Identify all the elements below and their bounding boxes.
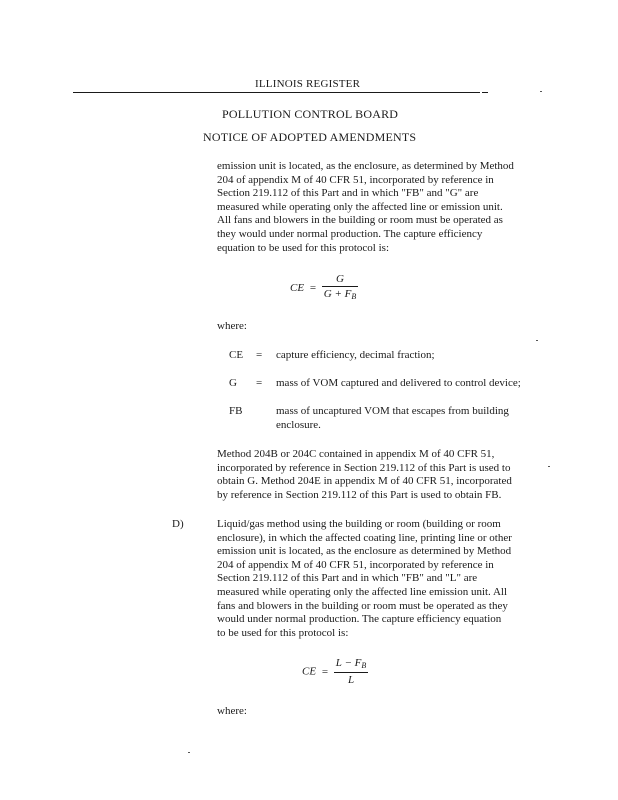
formula-lhs: CE <box>290 282 305 295</box>
formula-equals: = <box>321 665 329 678</box>
intro-line: All fans and blowers in the building or room must be operated as <box>217 214 503 227</box>
item-d-line: to be used for this protocol is: <box>217 626 349 639</box>
method-line: obtain G. Method 204E in appendix M of 40 CFR 51, incorporated <box>217 475 512 488</box>
item-d-line: fans and blowers in the building or room must be operated as they <box>217 599 508 612</box>
scan-speck <box>188 752 190 753</box>
item-d-line: measured while operating only the affected line emission unit. All <box>217 585 508 598</box>
capture-efficiency-formula-1 <box>290 273 358 304</box>
notice-title: NOTICE OF ADOPTED AMENDMENTS <box>203 130 417 144</box>
formula-denominator: L <box>347 674 355 686</box>
intro-line: equation to be used for this protocol is: <box>217 241 389 254</box>
header-rule-tail <box>482 92 488 93</box>
definition-symbol: FB <box>229 405 243 417</box>
definition-text: mass of uncaptured VOM that escapes from building <box>276 405 509 417</box>
scan-speck <box>536 340 538 341</box>
item-d-label: D) <box>172 518 184 530</box>
definition-symbol: CE <box>229 349 244 361</box>
where-label-2: where: <box>217 705 247 717</box>
definition-eq: = <box>256 405 263 417</box>
header-rule <box>73 92 480 93</box>
definition-text-continued: enclosure. <box>276 418 321 431</box>
intro-line: Section 219.112 of this Part and in which "FB" and "G" are <box>217 187 479 200</box>
intro-line: they would under normal production. The capture efficiency <box>217 227 483 240</box>
definition-eq: = <box>256 377 263 389</box>
formula-subscript: B <box>351 292 357 301</box>
definition-symbol: G <box>229 377 237 389</box>
definition-text: mass of VOM captured and delivered to control device; <box>276 377 521 389</box>
item-d-paragraph <box>217 518 562 640</box>
formula-equals: = <box>309 282 317 295</box>
capture-efficiency-formula-2 <box>302 657 368 687</box>
definition-row <box>229 377 569 391</box>
method-paragraph <box>217 448 557 502</box>
definition-eq: = <box>256 349 263 361</box>
formula-numerator: $L - F_B$ <box>334 657 368 673</box>
method-line: incorporated by reference in Section 219.112 of this Part is used to <box>217 461 511 474</box>
item-d-line: would under normal production. The capture efficiency equation <box>217 613 502 626</box>
method-line: Method 204B or 204C contained in appendix M of 40 CFR 51, <box>217 448 495 460</box>
method-line: by reference in Section 219.112 of this Part is used to obtain FB. <box>217 488 502 501</box>
formula-fraction <box>334 657 368 687</box>
formula-subscript: B <box>361 661 367 670</box>
item-d-line: Section 219.112 of this Part and in which "FB" and "L" are <box>217 572 478 585</box>
register-title: ILLINOIS REGISTER <box>255 78 361 90</box>
intro-line: measured while operating only the affected line or emission unit. <box>217 200 503 213</box>
board-name: POLLUTION CONTROL BOARD <box>222 107 399 121</box>
definition-row <box>229 349 569 363</box>
definition-text: capture efficiency, decimal fraction; <box>276 349 435 361</box>
intro-line: 204 of appendix M of 40 CFR 51, incorporated by reference in <box>217 173 494 186</box>
item-d-line: Liquid/gas method using the building or room (building or room <box>217 518 501 530</box>
formula-fraction <box>322 273 358 304</box>
formula-numerator: G <box>322 273 358 287</box>
item-d-line: 204 of appendix M of 40 CFR 51, incorporated by reference in <box>217 558 494 571</box>
item-d-line: enclosure), in which the affected coating line, printing line or other <box>217 531 512 544</box>
formula-denominator: $G + F_B$ <box>323 288 357 301</box>
where-label: where: <box>217 320 247 332</box>
scan-speck <box>540 91 542 92</box>
scan-speck <box>548 466 550 467</box>
intro-line: emission unit is located, as the enclosure, as determined by Method <box>217 160 514 172</box>
item-d-line: emission unit is located, as the enclosure as determined by Method <box>217 545 512 558</box>
definition-row <box>229 405 569 432</box>
intro-paragraph <box>217 160 557 255</box>
formula-lhs: CE <box>302 665 317 678</box>
